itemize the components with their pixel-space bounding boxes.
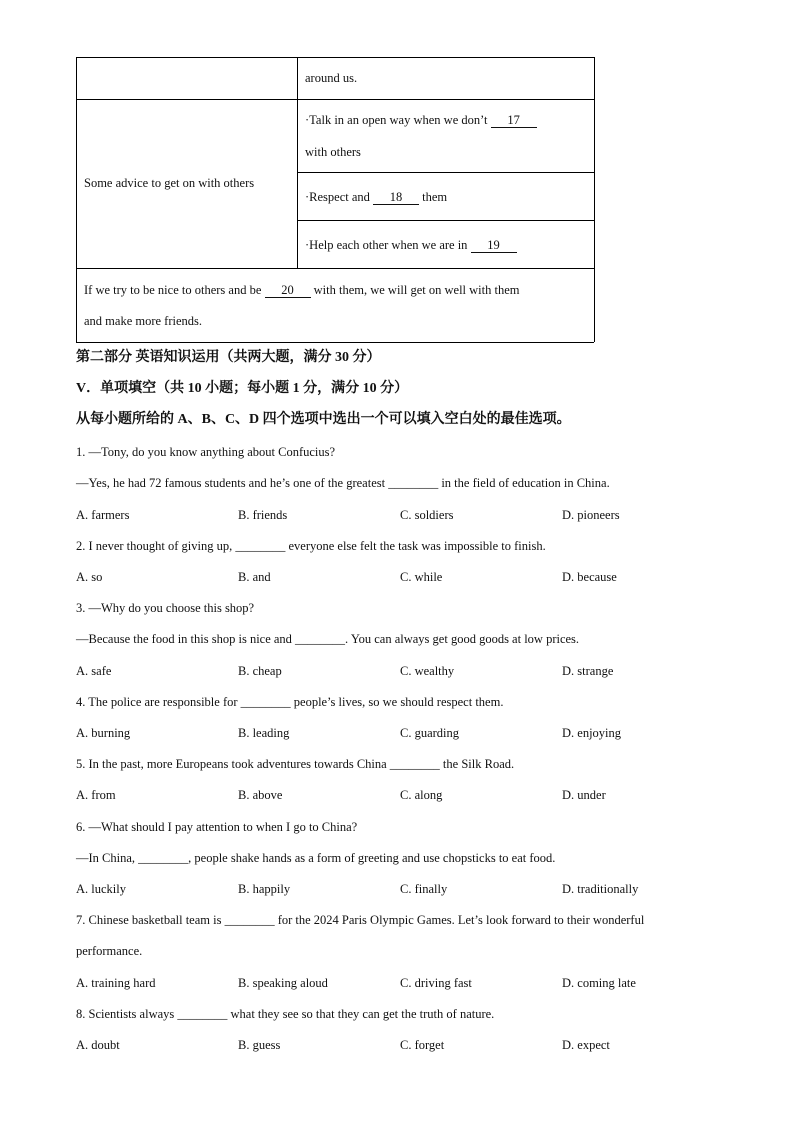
option-b[interactable]: B. and	[238, 570, 271, 584]
table-item-18: ·Respect and 18 them	[305, 190, 448, 204]
blank-17[interactable]: 17	[491, 113, 537, 128]
section-instruction: 从每小题所给的 A、B、C、D 四个选项中选出一个可以填入空白处的最佳选项。	[76, 412, 571, 427]
blank-18[interactable]: 18	[373, 190, 419, 205]
table-item-17-cont: with others	[305, 145, 361, 159]
option-c[interactable]: C. driving fast	[400, 976, 472, 990]
option-b[interactable]: B. leading	[238, 726, 290, 740]
question-1-line-1: 1. —Tony, do you know anything about Confucius?	[76, 445, 336, 459]
option-d[interactable]: D. under	[562, 788, 606, 802]
table-item-17: ·Talk in an open way when we don’t 17	[305, 112, 537, 128]
table-left-label: Some advice to get on with others	[84, 176, 255, 190]
table-item-19: ·Help each other when we are in 19	[305, 237, 517, 253]
question-4-line-1: 4. The police are responsible for ________ people’s lives, so we should respect them.	[76, 695, 504, 709]
option-a[interactable]: A. from	[76, 788, 116, 802]
option-a[interactable]: A. burning	[76, 726, 131, 740]
option-c[interactable]: C. guarding	[400, 726, 460, 740]
option-d[interactable]: D. enjoying	[562, 726, 622, 740]
option-d[interactable]: D. expect	[562, 1038, 610, 1052]
question-8-line-1: 8. Scientists always ________ what they see so that they can get the truth of nature.	[76, 1007, 495, 1021]
option-a[interactable]: A. doubt	[76, 1038, 120, 1052]
option-a[interactable]: A. training hard	[76, 976, 156, 990]
question-1-line-2: —Yes, he had 72 famous students and he’s one of the greatest ________ in the field of education in China.	[76, 476, 610, 490]
option-c[interactable]: C. along	[400, 788, 443, 802]
option-d[interactable]: D. strange	[562, 664, 614, 678]
section-title: V．单项填空（共 10 小题；每小题 1 分，满分 10 分）	[76, 381, 409, 396]
question-7-line-1: 7. Chinese basketball team is ________ for the 2024 Paris Olympic Games. Let’s look forward to their wonderful	[76, 913, 645, 927]
table-bottom-line2: and make more friends.	[84, 314, 203, 328]
question-2-line-1: 2. I never thought of giving up, ________ everyone else felt the task was impossible to finish.	[76, 539, 546, 553]
option-c[interactable]: C. finally	[400, 882, 448, 896]
question-3-line-1: 3. —Why do you choose this shop?	[76, 601, 255, 615]
table-cell-around-us: around us.	[305, 71, 358, 85]
question-6-line-1: 6. —What should I pay attention to when I go to China?	[76, 820, 358, 834]
option-d[interactable]: D. coming late	[562, 976, 636, 990]
option-b[interactable]: B. speaking aloud	[238, 976, 328, 990]
option-c[interactable]: C. wealthy	[400, 664, 455, 678]
option-a[interactable]: A. luckily	[76, 882, 126, 896]
table-bottom-line1: If we try to be nice to others and be 20 with them, we will get on well with them	[84, 283, 520, 297]
option-d[interactable]: D. pioneers	[562, 508, 620, 522]
blank-20[interactable]: 20	[265, 283, 311, 298]
part-title: 第二部分 英语知识运用（共两大题，满分 30 分）	[76, 350, 381, 365]
option-c[interactable]: C. soldiers	[400, 508, 454, 522]
question-5-line-1: 5. In the past, more Europeans took adventures towards China ________ the Silk Road.	[76, 757, 515, 771]
option-b[interactable]: B. guess	[238, 1038, 281, 1052]
option-b[interactable]: B. happily	[238, 882, 291, 896]
option-a[interactable]: A. safe	[76, 664, 112, 678]
option-b[interactable]: B. above	[238, 788, 283, 802]
option-b[interactable]: B. cheap	[238, 664, 282, 678]
option-a[interactable]: A. farmers	[76, 508, 130, 522]
question-6-line-2: —In China, ________, people shake hands as a form of greeting and use chopsticks to eat food.	[76, 851, 556, 865]
option-c[interactable]: C. forget	[400, 1038, 445, 1052]
option-c[interactable]: C. while	[400, 570, 443, 584]
question-7-line-2: performance.	[76, 944, 143, 958]
option-d[interactable]: D. because	[562, 570, 617, 584]
blank-19[interactable]: 19	[471, 238, 517, 253]
question-3-line-2: —Because the food in this shop is nice and ________. You can always get good goods at low prices.	[76, 632, 580, 646]
option-a[interactable]: A. so	[76, 570, 103, 584]
option-d[interactable]: D. traditionally	[562, 882, 639, 896]
option-b[interactable]: B. friends	[238, 508, 288, 522]
